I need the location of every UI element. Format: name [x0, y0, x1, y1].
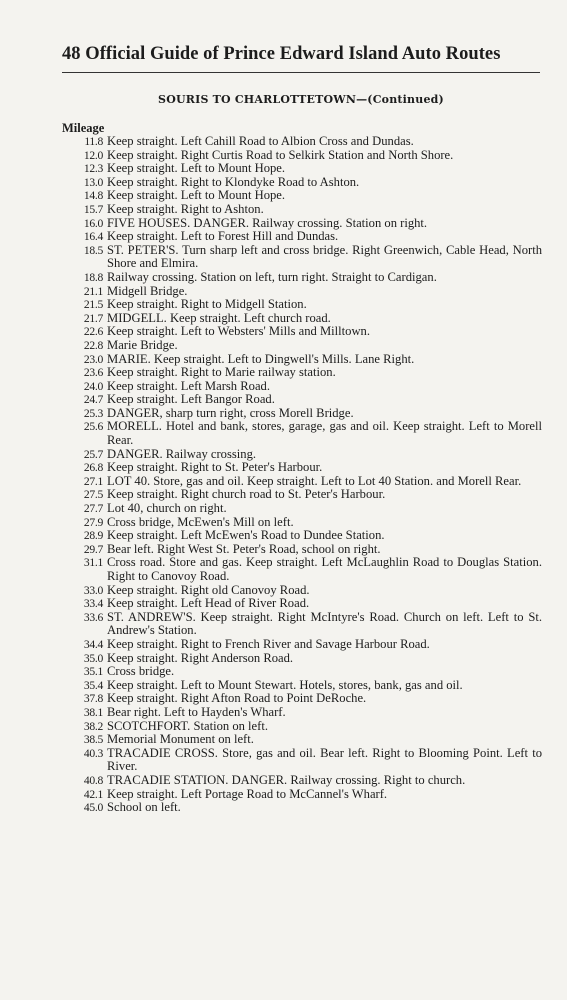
route-mileage: 35.1 — [83, 665, 103, 679]
route-direction: Keep straight. Right to Klondyke Road to Ashton. — [107, 174, 360, 189]
route-direction: Cross bridge. — [107, 664, 175, 679]
route-entry — [62, 217, 542, 231]
route-mileage: 22.8 — [83, 338, 103, 352]
route-mileage: 14.8 — [83, 189, 103, 203]
route-entry — [62, 162, 542, 176]
route-entry — [62, 597, 542, 611]
route-entry — [62, 380, 542, 394]
route-direction: TRACADIE STATION. DANGER. Railway crossing. Right to church. — [107, 772, 466, 787]
route-direction: MIDGELL. Keep straight. Left church road. — [107, 310, 331, 325]
route-mileage: 13.0 — [83, 175, 103, 189]
route-direction: Memorial Monument on left. — [107, 732, 254, 747]
route-mileage: 12.3 — [83, 162, 103, 176]
route-mileage: 25.7 — [83, 447, 103, 461]
route-direction: Keep straight. Left Bangor Road. — [107, 392, 275, 407]
route-direction: Keep straight. Right church road to St. Peter's Harbour. — [107, 487, 386, 502]
route-direction: Keep straight. Right Curtis Road to Selkirk Station and North Shore. — [107, 147, 454, 162]
route-direction: FIVE HOUSES. DANGER. Railway crossing. Station on right. — [107, 215, 428, 230]
route-entry — [62, 312, 542, 326]
route-direction: DANGER. Railway crossing. — [107, 446, 257, 461]
route-list — [62, 135, 542, 815]
route-mileage: 27.9 — [83, 515, 103, 529]
route-mileage: 21.5 — [83, 298, 103, 312]
route-direction: MORELL. Hotel and bank, stores, garage, gas and oil. Keep straight. Left to Morell Rear. — [107, 419, 542, 448]
route-direction: Lot 40, church on right. — [107, 501, 227, 516]
route-direction: Keep straight. Right to Midgell Station. — [107, 297, 307, 312]
route-direction: Keep straight. Right to Ashton. — [107, 201, 264, 216]
route-entry — [62, 149, 542, 163]
route-direction: Keep straight. Right Anderson Road. — [107, 650, 294, 665]
route-entry — [62, 339, 542, 353]
route-mileage: 33.0 — [83, 583, 103, 597]
route-mileage: 18.8 — [83, 270, 103, 284]
route-direction: Keep straight. Left McEwen's Road to Dundee Station. — [107, 528, 385, 543]
route-mileage: 37.8 — [83, 692, 103, 706]
route-mileage: 38.5 — [83, 733, 103, 747]
route-mileage: 15.7 — [83, 202, 103, 216]
route-entry — [62, 461, 542, 475]
route-entry — [62, 366, 542, 380]
route-entry — [62, 747, 542, 774]
route-mileage: 25.6 — [83, 420, 103, 434]
route-mileage: 28.9 — [83, 529, 103, 543]
route-entry — [62, 393, 542, 407]
route-entry — [62, 652, 542, 666]
route-direction: Marie Bridge. — [107, 337, 178, 352]
route-entry — [62, 230, 542, 244]
route-entry — [62, 543, 542, 557]
route-mileage: 35.0 — [83, 651, 103, 665]
route-direction: Keep straight. Left to Websters' Mills and Milltown. — [107, 324, 371, 339]
route-mileage: 38.1 — [83, 705, 103, 719]
route-mileage: 40.8 — [83, 773, 103, 787]
route-direction: Bear left. Right West St. Peter's Road, school on right. — [107, 541, 381, 556]
route-direction: Keep straight. Left Marsh Road. — [107, 378, 270, 393]
route-direction: Keep straight. Right old Canovoy Road. — [107, 582, 310, 597]
route-entry — [62, 135, 542, 149]
route-entry — [62, 801, 542, 815]
route-mileage: 23.6 — [83, 366, 103, 380]
route-mileage: 21.1 — [83, 284, 103, 298]
route-direction: Midgell Bridge. — [107, 283, 188, 298]
route-entry — [62, 203, 542, 217]
route-mileage: 31.1 — [83, 556, 103, 570]
route-mileage: 29.7 — [83, 542, 103, 556]
route-entry — [62, 502, 542, 516]
route-mileage: 34.4 — [83, 637, 103, 651]
route-mileage: 40.3 — [83, 746, 103, 760]
route-entry — [62, 353, 542, 367]
route-direction: Railway crossing. Station on left, turn right. Straight to Cardigan. — [107, 269, 437, 284]
route-direction: MARIE. Keep straight. Left to Dingwell's Mills. Lane Right. — [107, 351, 415, 366]
route-direction: Cross road. Store and gas. Keep straight. Left McLaughlin Road to Douglas Station. Right to Canovoy Road. — [107, 555, 542, 583]
route-direction: Keep straight. Right Afton Road to Point DeRoche. — [107, 691, 367, 706]
route-direction: LOT 40. Store, gas and oil. Keep straight. Left to Lot 40 Station. and Morell Rear. — [107, 473, 522, 488]
header-divider — [62, 72, 540, 73]
route-mileage: 11.8 — [84, 135, 103, 148]
route-entry — [62, 271, 542, 285]
section-title: SOURIS TO CHARLOTTETOWN—(Continued) — [158, 93, 444, 106]
route-mileage: 38.2 — [83, 719, 103, 733]
mileage-column-label: Mileage — [62, 121, 105, 135]
route-mileage: 18.5 — [83, 243, 103, 257]
route-entry — [62, 244, 542, 271]
route-entry — [62, 529, 542, 543]
route-entry — [62, 488, 542, 502]
route-entry — [62, 665, 542, 679]
route-mileage: 35.4 — [83, 678, 103, 692]
page-header: 48 Official Guide of Prince Edward Island Auto Routes — [62, 44, 501, 64]
route-entry — [62, 325, 542, 339]
route-entry — [62, 720, 542, 734]
route-entry — [62, 638, 542, 652]
route-direction: ST. PETER'S. Turn sharp left and cross bridge. Right Greenwich, Cable Head, North Shore and Elmira. — [107, 242, 542, 271]
route-entry — [62, 733, 542, 747]
route-direction: ST. ANDREW'S. Keep straight. Right McIntyre's Road. Church on left. Left to St. Andrew's Station. — [107, 609, 542, 638]
route-mileage: 45.0 — [83, 801, 103, 815]
route-direction: Keep straight. Right to French River and Savage Harbour Road. — [107, 636, 430, 651]
route-direction: Keep straight. Left Cahill Road to Albion Cross and Dundas. — [107, 134, 414, 148]
route-direction: Bear right. Left to Hayden's Wharf. — [107, 704, 286, 719]
route-entry — [62, 774, 542, 788]
route-direction: Keep straight. Left Portage Road to McCannel's Wharf. — [107, 786, 388, 801]
route-direction: Keep straight. Left to Mount Hope. — [107, 188, 286, 203]
route-entry — [62, 706, 542, 720]
route-entry — [62, 516, 542, 530]
route-mileage: 27.1 — [83, 474, 103, 488]
route-mileage: 33.4 — [83, 597, 103, 611]
route-mileage: 23.0 — [83, 352, 103, 366]
route-entry — [62, 788, 542, 802]
route-entry — [62, 679, 542, 693]
route-entry — [62, 420, 542, 447]
route-mileage: 27.7 — [83, 502, 103, 516]
route-mileage: 27.5 — [83, 488, 103, 502]
route-direction: Keep straight. Left to Mount Hope. — [107, 161, 286, 176]
route-direction: Keep straight. Right to St. Peter's Harbour. — [107, 460, 323, 475]
route-direction: Keep straight. Right to Marie railway station. — [107, 365, 336, 380]
route-mileage: 16.4 — [83, 230, 103, 244]
route-entry — [62, 176, 542, 190]
route-mileage: 24.0 — [83, 379, 103, 393]
route-mileage: 21.7 — [83, 311, 103, 325]
route-mileage: 25.3 — [83, 406, 103, 420]
route-entry — [62, 285, 542, 299]
route-mileage: 24.7 — [83, 393, 103, 407]
route-entry — [62, 611, 542, 638]
route-direction: TRACADIE CROSS. Store, gas and oil. Bear left. Right to Blooming Point. Left to River. — [107, 745, 542, 774]
route-direction: DANGER, sharp turn right, cross Morell Bridge. — [107, 405, 354, 420]
route-entry — [62, 298, 542, 312]
route-direction: Keep straight. Left to Mount Stewart. Hotels, stores, bank, gas and oil. — [107, 677, 463, 692]
route-entry — [62, 407, 542, 421]
route-entry — [62, 692, 542, 706]
route-direction: School on left. — [107, 800, 181, 815]
route-direction: Keep straight. Left Head of River Road. — [107, 596, 310, 611]
route-entry — [62, 189, 542, 203]
route-direction: Keep straight. Left to Forest Hill and Dundas. — [107, 229, 339, 244]
route-entry — [62, 448, 542, 462]
route-mileage: 22.6 — [83, 325, 103, 339]
route-direction: Cross bridge, McEwen's Mill on left. — [107, 514, 294, 529]
route-mileage: 26.8 — [83, 461, 103, 475]
route-mileage: 42.1 — [83, 787, 103, 801]
route-entry — [62, 556, 542, 583]
route-entry — [62, 584, 542, 598]
route-direction: SCOTCHFORT. Station on left. — [107, 718, 268, 733]
route-mileage: 12.0 — [83, 148, 103, 162]
route-mileage: 16.0 — [83, 216, 103, 230]
route-mileage: 33.6 — [83, 610, 103, 624]
route-entry — [62, 475, 542, 489]
